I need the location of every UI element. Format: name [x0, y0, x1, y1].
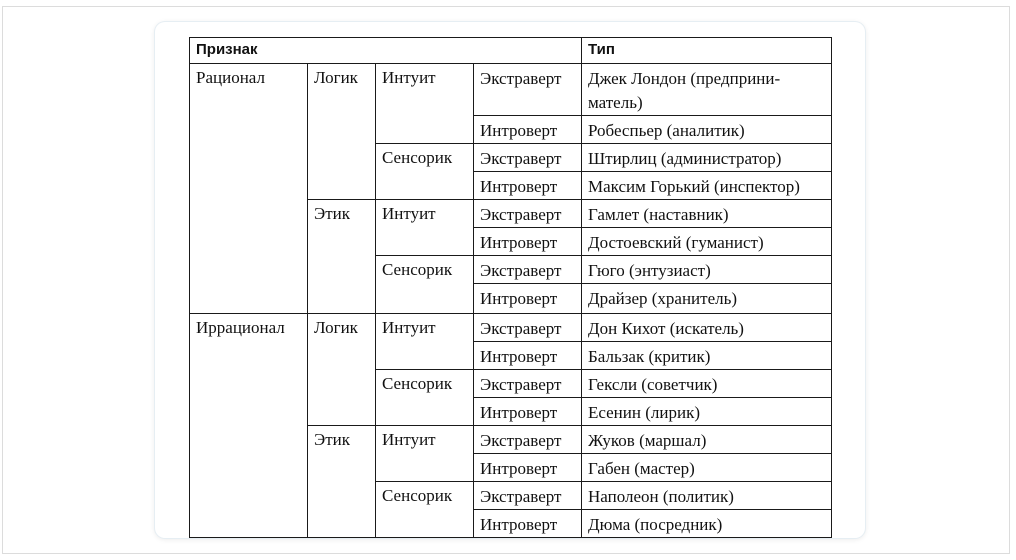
introvert-cell: Интроверт: [474, 284, 582, 314]
logic-cell: Логик: [308, 64, 376, 200]
header-feature: Признак: [190, 38, 582, 64]
introvert-cell: Интроверт: [474, 172, 582, 200]
intuit-cell: Интуит: [376, 314, 474, 370]
intuit-cell: Интуит: [376, 200, 474, 256]
sensor-cell: Сенсорик: [376, 370, 474, 426]
type-cell: Жуков (маршал): [582, 426, 832, 454]
extravert-cell: Экстраверт: [474, 482, 582, 510]
extravert-cell: Экстраверт: [474, 200, 582, 228]
introvert-cell: Интроверт: [474, 510, 582, 538]
type-cell: Достоевский (гуманист): [582, 228, 832, 256]
type-cell: Габен (мастер): [582, 454, 832, 482]
ethic-cell: Этик: [308, 200, 376, 314]
type-cell: Бальзак (критик): [582, 342, 832, 370]
intuit-cell: Интуит: [376, 426, 474, 482]
group-rational: Рационал: [190, 64, 308, 314]
socionics-type-table: [189, 37, 832, 538]
type-cell: Максим Горький (инспектор): [582, 172, 832, 200]
introvert-cell: Интроверт: [474, 454, 582, 482]
type-cell: Штирлиц (администратор): [582, 144, 832, 172]
extravert-cell: Экстраверт: [474, 256, 582, 284]
logic-cell: Логик: [308, 314, 376, 426]
type-cell: Робеспьер (аналитик): [582, 116, 832, 144]
type-cell: Драйзер (хранитель): [582, 284, 832, 314]
type-cell: Дюма (посредник): [582, 510, 832, 538]
extravert-cell: Экстраверт: [474, 426, 582, 454]
type-cell: Гамлет (наставник): [582, 200, 832, 228]
type-cell: Наполеон (политик): [582, 482, 832, 510]
type-cell: Дон Кихот (искатель): [582, 314, 832, 342]
sensor-cell: Сенсорик: [376, 256, 474, 314]
type-cell: Джек Лондон (предприни-матель): [582, 64, 832, 116]
ethic-cell: Этик: [308, 426, 376, 538]
extravert-cell: Экстраверт: [474, 370, 582, 398]
extravert-cell: Экстраверт: [474, 64, 582, 116]
table-row: [190, 64, 832, 116]
extravert-cell: Экстраверт: [474, 144, 582, 172]
type-cell: Гексли (советчик): [582, 370, 832, 398]
introvert-cell: Интроверт: [474, 398, 582, 426]
table-row: [190, 314, 832, 342]
introvert-cell: Интроверт: [474, 116, 582, 144]
introvert-cell: Интроверт: [474, 228, 582, 256]
intuit-cell: Интуит: [376, 64, 474, 144]
type-cell: Гюго (энтузиаст): [582, 256, 832, 284]
group-irrational: Иррационал: [190, 314, 308, 538]
type-cell: Есенин (лирик): [582, 398, 832, 426]
extravert-cell: Экстраверт: [474, 314, 582, 342]
sensor-cell: Сенсорик: [376, 144, 474, 200]
introvert-cell: Интроверт: [474, 342, 582, 370]
header-type: Тип: [582, 38, 832, 64]
sensor-cell: Сенсорик: [376, 482, 474, 538]
table-header-row: [190, 38, 832, 64]
